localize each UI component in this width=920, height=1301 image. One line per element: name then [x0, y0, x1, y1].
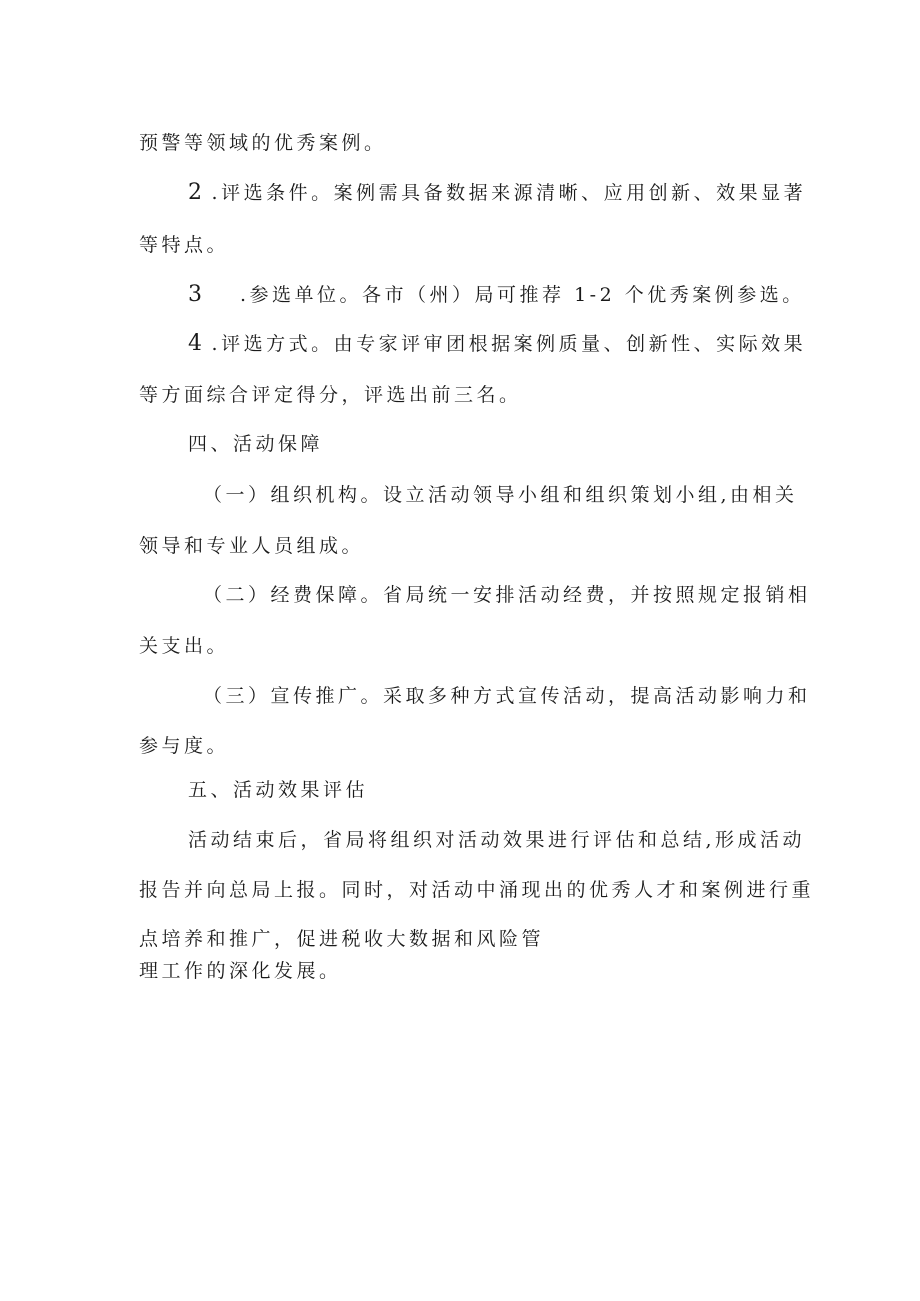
list-number: 2	[188, 180, 202, 205]
list-number: 4	[188, 331, 202, 356]
paragraph-line: 等方面综合评定得分，评选出前三名。	[139, 384, 522, 406]
paragraph-line: （二）经费保障。省局统一安排活动经费，并按照规定报销相	[203, 584, 811, 606]
paragraph-line: （三）宣传推广。采取多种方式宣传活动，提高活动影响力和	[203, 685, 811, 707]
paragraph-line: 关支出。	[139, 635, 230, 657]
paragraph-line: 预警等领域的优秀案例。	[139, 132, 387, 154]
paragraph-line: .评选条件。案例需具备数据来源清晰、应用创新、效果显著	[211, 182, 807, 204]
section-heading-guarantee: 四、活动保障	[188, 433, 324, 455]
paragraph-line: 点培养和推广，促进税收大数据和风险管	[139, 928, 545, 950]
paragraph-line: .参选单位。各市（州）局可推荐 1-2 个优秀案例参选。	[240, 284, 805, 306]
list-number: 3	[188, 282, 202, 307]
paragraph-line: 理工作的深化发展。	[139, 960, 342, 982]
paragraph-line: .评选方式。由专家评审团根据案例质量、创新性、实际效果	[211, 333, 807, 355]
paragraph-line: 活动结束后，省局将组织对活动效果进行评估和总结,形成活动	[188, 829, 806, 851]
paragraph-line: 等特点。	[139, 234, 230, 256]
list-item-criteria	[188, 180, 806, 206]
paragraph-line: 参与度。	[139, 735, 230, 757]
section-heading-evaluation: 五、活动效果评估	[188, 779, 369, 801]
list-item-method	[188, 331, 806, 357]
list-item-participants	[188, 282, 805, 308]
paragraph-line: 报告并向总局上报。同时，对活动中涌现出的优秀人才和案例进行重	[139, 879, 815, 901]
paragraph-line: 领导和专业人员组成。	[139, 535, 365, 557]
paragraph-line: （一）组织机构。设立活动领导小组和组织策划小组,由相关	[203, 484, 798, 506]
